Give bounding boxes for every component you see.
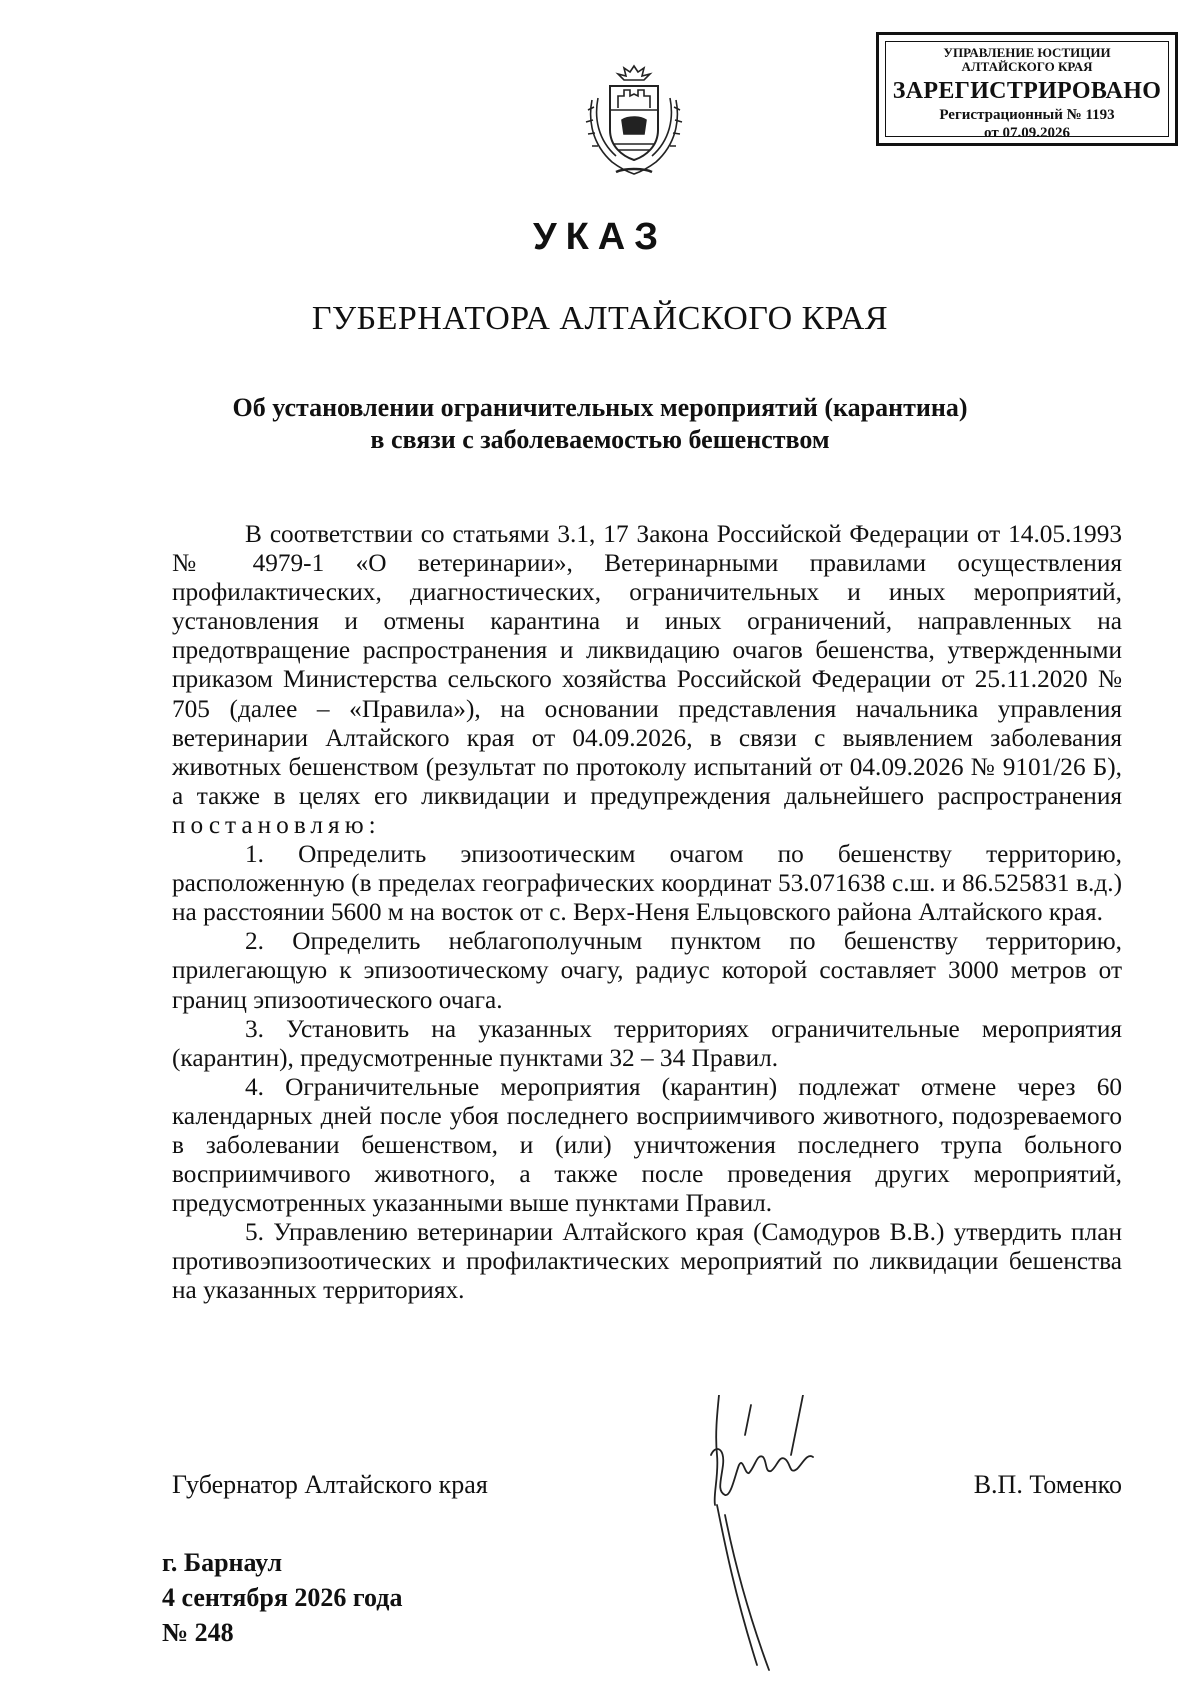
signatory-name: В.П. Томенко [973,1470,1122,1499]
stamp-inner-frame [885,41,1169,141]
stamp-line-2: АЛТАЙСКОГО КРАЯ [961,59,1093,74]
handwritten-signature-icon [705,1395,875,1675]
decree-number: № 248 [162,1618,234,1647]
stamp-reg-date: от 07.09.2026 [984,125,1070,141]
document-type: УКАЗ [532,216,668,258]
stamp-status: ЗАРЕГИСТРИРОВАНО [892,78,1162,104]
document-body [172,520,1122,1306]
item-2: 2. Определить неблагополучным пунктом по бешенству территорию, прилегающую к эпизоотическому очагу, радиус которой составляет 3000 метров от границ эпизоотического очага. [172,927,1122,1014]
heading-line-1: Об установлении ограничительных мероприятий (карантина) [232,393,968,422]
preamble-text: В соответствии со статьями 3.1, 17 Закона Российской Федерации от 14.05.1993 № 4979-1 «О ветеринарии», Ветеринарными правилами осуществления профилактических, диагностических, ограничительных и иных мероприятий, установления и отмены карантина и иных ограничений, направленных на предотвращение распространения и ликвидацию очагов бешенства, утвержденными приказом Министерства сельского хозяйства Российской Федерации от 25.11.2020 № 705 (далее – «Правила»), на основании представления начальника управления ветеринарии Алтайского края от 04.09.2026, в связи с выявлением заболевания животных бешенством (результат по протоколу испытаний от 04.09.2026 № 9101/26 Б), а также в целях его ликвидации и предупреждения дальнейшего распространения [172,520,1122,810]
registration-stamp [876,32,1178,146]
stamp-line-1: УПРАВЛЕНИЕ ЮСТИЦИИ [943,45,1111,60]
item-1: 1. Определить эпизоотическим очагом по бешенству территорию, расположенную (в пределах географических координат 53.071638 с.ш. и 86.525831 в.д.) на расстоянии 5600 м на восток от с. Верх-Неня Ельцовского района Алтайского края. [172,840,1122,927]
item-3: 3. Установить на указанных территориях ограничительные мероприятия (карантин), предусмотренные пунктами 32 – 34 Правил. [172,1014,1122,1072]
document-issuer: ГУБЕРНАТОРА АЛТАЙСКОГО КРАЯ [311,300,889,337]
heading-line-2: в связи с заболеваемостью бешенством [370,425,830,454]
decree-date: 4 сентября 2026 года [162,1583,403,1612]
document-heading [0,392,1200,456]
preamble-paragraph [172,520,1122,840]
item-5: 5. Управлению ветеринарии Алтайского края (Самодуров В.В.) утвердить план противоэпизоотических и профилактических мероприятий по ликвидации бешенства на указанных территориях. [172,1218,1122,1305]
stamp-reg-number: Регистрационный № 1193 [939,107,1115,123]
coat-of-arms-icon [578,60,690,180]
decree-word: постановляю: [172,810,381,839]
signatory-position: Губернатор Алтайского края [172,1470,488,1499]
city: г. Барнаул [162,1548,283,1577]
place-date-number [162,1545,402,1650]
item-4: 4. Ограничительные мероприятия (карантин) подлежат отмене через 60 календарных дней после убоя последнего восприимчивого животного, подозреваемого в заболевании бешенством, и (или) уничтожения последнего трупа больного восприимчивого животного, а также после проведения других мероприятий, предусмотренных указанными выше пунктами Правил. [172,1072,1122,1218]
